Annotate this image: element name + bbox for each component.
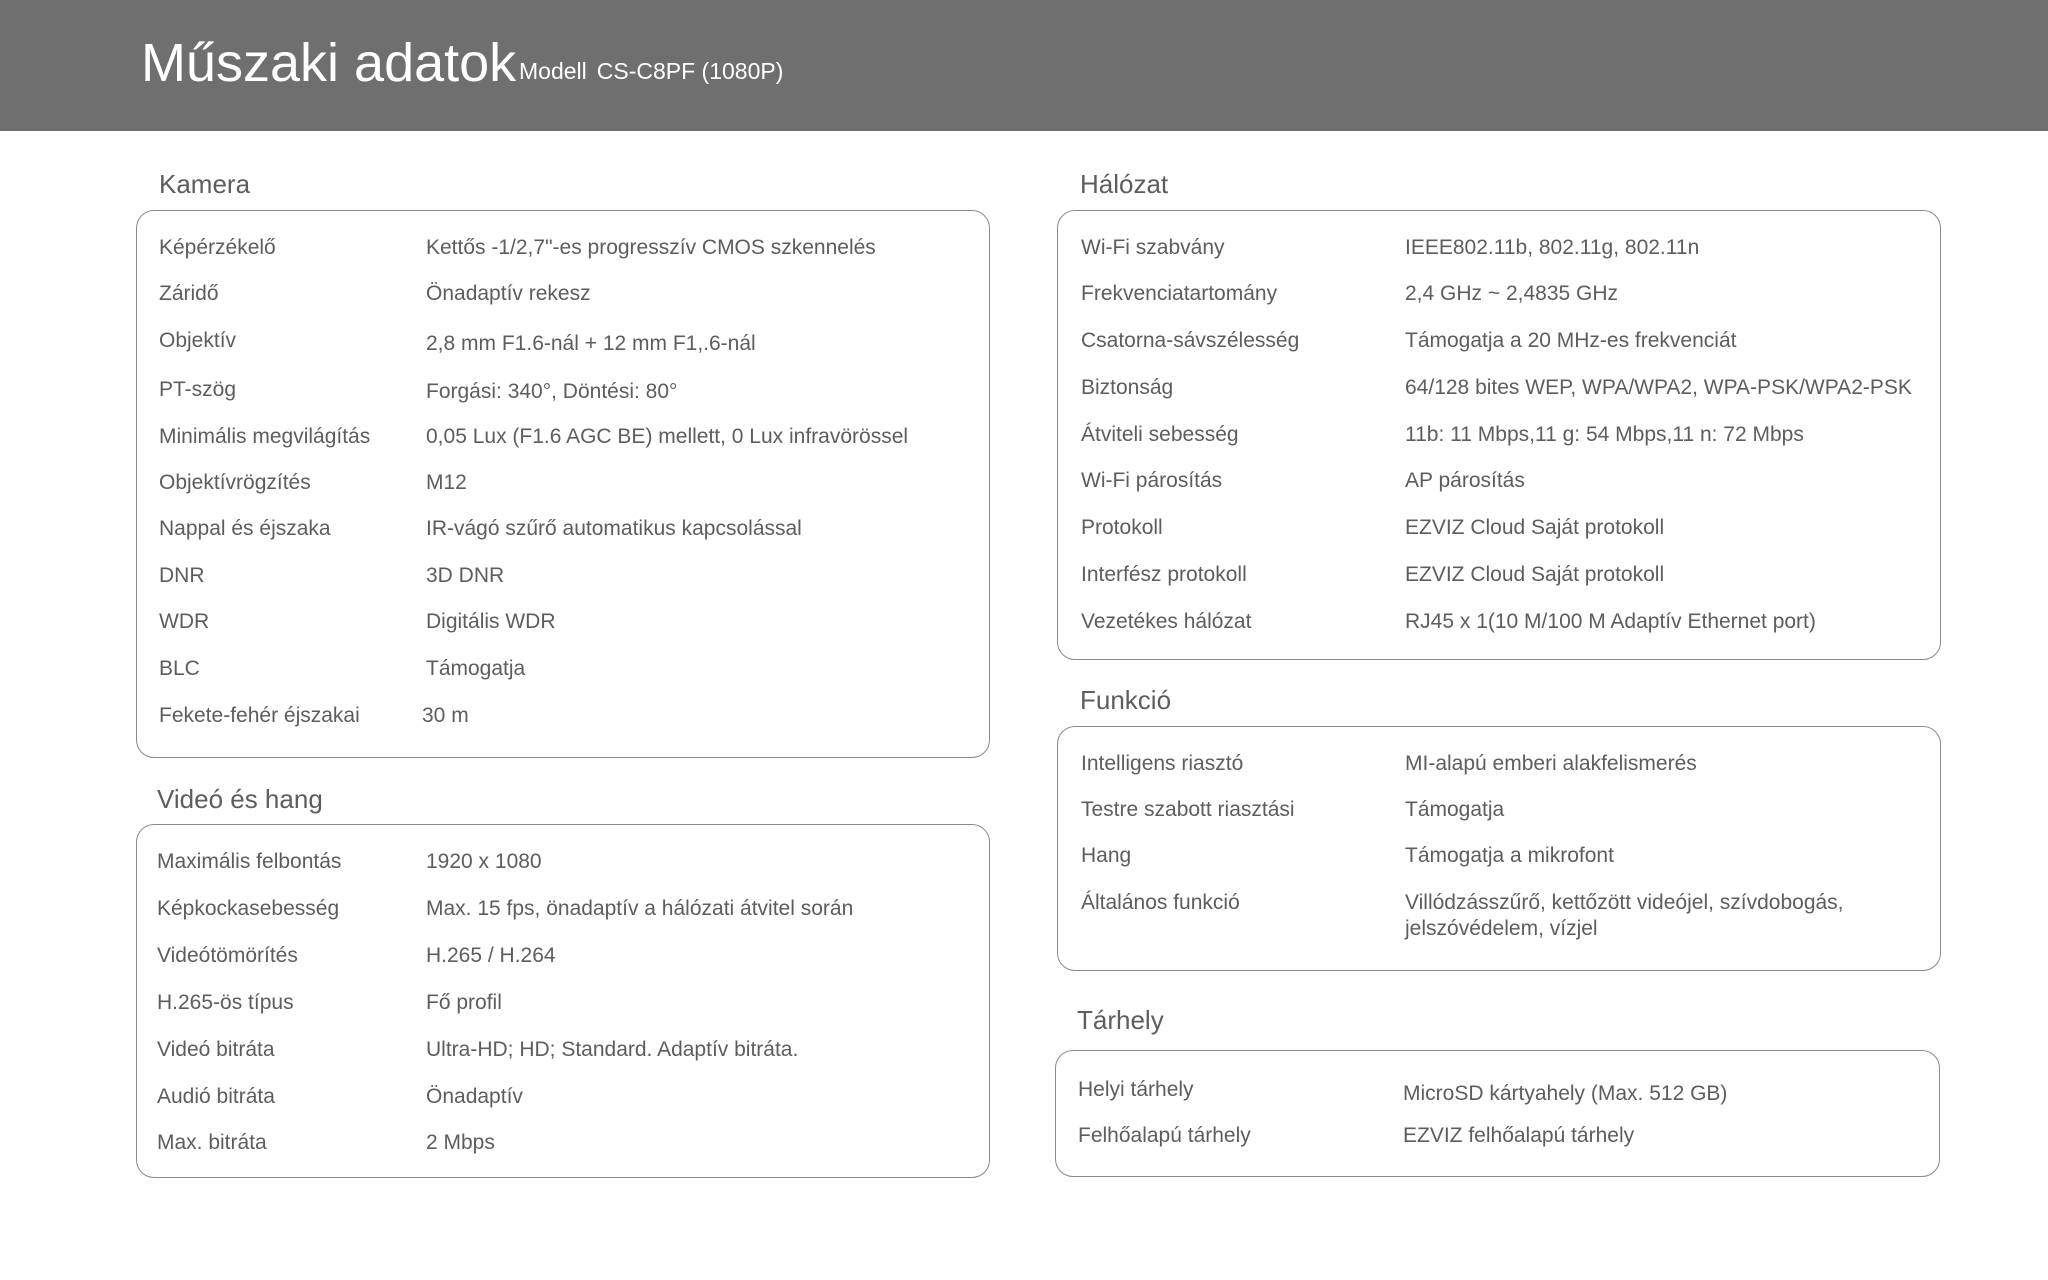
- spec-label: WDR: [159, 610, 210, 633]
- spec-row: [137, 563, 989, 593]
- spec-label: Videó bitráta: [157, 1038, 275, 1061]
- spec-label: Minimális megvilágítás: [159, 425, 371, 448]
- spec-label: Protokoll: [1081, 516, 1163, 539]
- spec-value: EZVIZ felhőalapú tárhely: [1403, 1124, 1635, 1147]
- section-title-funkcio: Funkció: [1080, 685, 1172, 715]
- spec-value: 11b: 11 Mbps,11 g: 54 Mbps,11 n: 72 Mbps: [1405, 423, 1804, 446]
- spec-row: [137, 849, 989, 879]
- spec-label: Csatorna-sávszélesség: [1081, 329, 1300, 352]
- spec-label: Helyi tárhely: [1078, 1078, 1194, 1101]
- spec-label: DNR: [159, 564, 205, 587]
- spec-label: Felhőalapú tárhely: [1078, 1124, 1251, 1147]
- spec-value: Kettős -1/2,7"-es progresszív CMOS szkennelés: [426, 236, 876, 259]
- section-title-kamera: Kamera: [159, 169, 251, 199]
- spec-row: [137, 328, 989, 358]
- spec-value: 2 Mbps: [426, 1131, 495, 1154]
- spec-row: [137, 1130, 989, 1160]
- spec-value: 3D DNR: [426, 564, 505, 587]
- spec-row: [1058, 890, 1940, 946]
- spec-row: [137, 703, 989, 733]
- spec-row: [137, 1037, 989, 1067]
- spec-label: Nappal és éjszaka: [159, 517, 331, 540]
- spec-label: Wi-Fi szabvány: [1081, 236, 1225, 259]
- spec-value: 64/128 bites WEP, WPA/WPA2, WPA-PSK/WPA2-PSK: [1405, 376, 1912, 399]
- spec-value: M12: [426, 471, 467, 494]
- spec-row: [1058, 562, 1940, 592]
- spec-value: Támogatja a mikrofont: [1405, 844, 1614, 867]
- spec-value: H.265 / H.264: [426, 944, 556, 967]
- spec-value: Önadaptív rekesz: [426, 282, 591, 305]
- spec-value: RJ45 x 1(10 M/100 M Adaptív Ethernet port): [1405, 610, 1816, 633]
- spec-row: [1058, 468, 1940, 498]
- spec-value: Támogatja: [426, 657, 526, 680]
- spec-row: [137, 990, 989, 1020]
- spec-label: Testre szabott riasztási: [1081, 798, 1295, 821]
- spec-value: Fő profil: [426, 991, 502, 1014]
- spec-row: [1056, 1077, 1939, 1107]
- spec-row: [1058, 422, 1940, 452]
- spec-label: BLC: [159, 657, 200, 680]
- spec-box-kamera: [136, 210, 990, 758]
- spec-label: Wi-Fi párosítás: [1081, 469, 1223, 492]
- spec-row: [1058, 797, 1940, 827]
- page-header: [0, 0, 2048, 131]
- spec-label: Videótömörítés: [157, 944, 298, 967]
- spec-label: Max. bitráta: [157, 1131, 267, 1154]
- spec-value: IEEE802.11b, 802.11g, 802.11n: [1405, 236, 1700, 259]
- spec-row: [137, 516, 989, 546]
- spec-row: [137, 943, 989, 973]
- spec-row: [137, 1084, 989, 1114]
- spec-row: [1058, 281, 1940, 311]
- spec-value: Támogatja: [1405, 798, 1505, 821]
- spec-row: [1058, 328, 1940, 358]
- spec-label: Átviteli sebesség: [1081, 423, 1239, 446]
- spec-value: MI-alapú emberi alakfelismerés: [1405, 752, 1697, 775]
- spec-label: Audió bitráta: [157, 1085, 275, 1108]
- spec-row: [137, 896, 989, 926]
- spec-value: 0,05 Lux (F1.6 AGC BE) mellett, 0 Lux infravörössel: [426, 425, 909, 448]
- section-title-halozat: Hálózat: [1080, 169, 1169, 199]
- spec-row: [137, 424, 989, 454]
- spec-value: Villódzásszűrő, kettőzött videójel, szívdobogás, jelszóvédelem, vízjel: [1405, 891, 1844, 940]
- spec-label: Általános funkció: [1081, 891, 1240, 914]
- spec-label: Képérzékelő: [159, 236, 276, 259]
- spec-value: Digitális WDR: [426, 610, 556, 633]
- spec-label: Vezetékes hálózat: [1081, 610, 1252, 633]
- spec-value: 2,4 GHz ~ 2,4835 GHz: [1405, 282, 1619, 305]
- spec-row: [137, 281, 989, 311]
- spec-box-funkcio: [1057, 726, 1941, 971]
- spec-label: Fekete-fehér éjszakai: [159, 704, 360, 727]
- spec-label: Biztonság: [1081, 376, 1174, 399]
- spec-label: Hang: [1081, 844, 1132, 867]
- spec-value: 30 m: [422, 704, 469, 727]
- spec-value: MicroSD kártyahely (Max. 512 GB): [1403, 1082, 1728, 1105]
- spec-value: Önadaptív: [426, 1085, 523, 1108]
- spec-value: Ultra-HD; HD; Standard. Adaptív bitráta.: [426, 1038, 799, 1061]
- spec-row: [137, 377, 989, 407]
- spec-value: EZVIZ Cloud Saját protokoll: [1405, 563, 1665, 586]
- spec-label: Záridő: [159, 282, 219, 305]
- spec-label: Maximális felbontás: [157, 850, 342, 873]
- page-title: Műszaki adatok: [141, 33, 517, 93]
- section-title-video: Videó és hang: [157, 784, 323, 814]
- spec-row: [1058, 375, 1940, 405]
- spec-row: [137, 470, 989, 500]
- spec-value: Támogatja a 20 MHz-es frekvenciát: [1405, 329, 1737, 352]
- spec-row: [137, 609, 989, 639]
- spec-value: Forgási: 340°, Döntési: 80°: [426, 380, 678, 403]
- section-title-tarhely: Tárhely: [1077, 1005, 1164, 1035]
- spec-label: Frekvenciatartomány: [1081, 282, 1278, 305]
- spec-box-halozat: [1057, 210, 1941, 660]
- model-label: Modell: [519, 58, 587, 84]
- spec-label: Objektív: [159, 329, 237, 352]
- model-code: CS-C8PF (1080P): [596, 58, 784, 84]
- spec-label: PT-szög: [159, 378, 237, 401]
- spec-box-video: [136, 824, 990, 1178]
- spec-row: [1058, 515, 1940, 545]
- spec-row: [137, 235, 989, 265]
- spec-row: [1056, 1123, 1939, 1153]
- spec-row: [1058, 843, 1940, 873]
- spec-value: EZVIZ Cloud Saját protokoll: [1405, 516, 1665, 539]
- spec-label: Objektívrögzítés: [159, 471, 311, 494]
- spec-value: Max. 15 fps, önadaptív a hálózati átvitel során: [426, 897, 854, 920]
- model-info: [519, 56, 783, 86]
- spec-value: 2,8 mm F1.6-nál + 12 mm F1,.6-nál: [426, 332, 756, 355]
- spec-label: H.265-ös típus: [157, 991, 294, 1014]
- spec-value: IR-vágó szűrő automatikus kapcsolással: [426, 517, 802, 540]
- spec-row: [1058, 609, 1940, 639]
- spec-row: [137, 656, 989, 686]
- spec-value: 1920 x 1080: [426, 850, 542, 873]
- spec-box-tarhely: [1055, 1050, 1940, 1177]
- spec-value: AP párosítás: [1405, 469, 1525, 492]
- spec-label: Interfész protokoll: [1081, 563, 1247, 586]
- spec-label: Intelligens riasztó: [1081, 752, 1244, 775]
- spec-label: Képkockasebesség: [157, 897, 340, 920]
- spec-row: [1058, 235, 1940, 265]
- spec-row: [1058, 751, 1940, 781]
